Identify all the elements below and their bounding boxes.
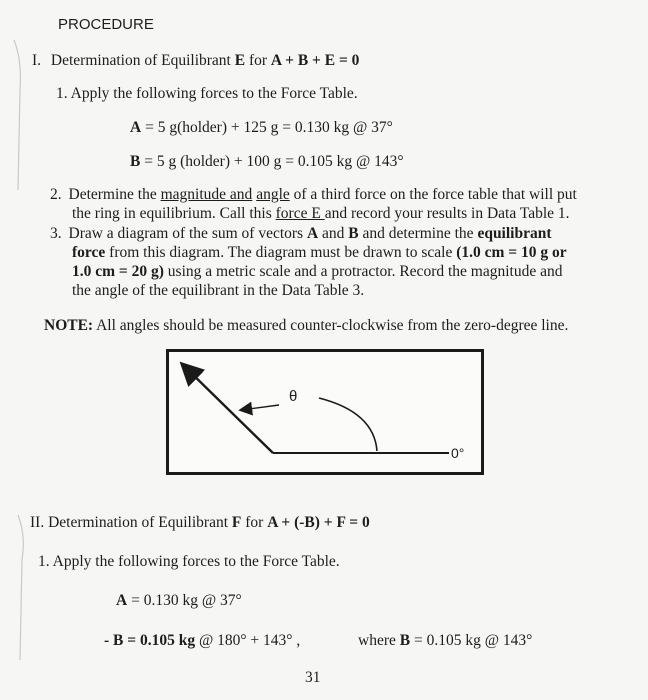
section-2-negative-b: - B = 0.105 kg @ 180° + 143° ,: [104, 632, 301, 649]
section-1-title: I. Determination of Equilibrant E for A + B + E = 0: [32, 52, 360, 69]
section-1-step-2-line-2: the ring in equilibrium. Call this force E and record your results in Data Table 1.: [72, 205, 570, 222]
section-2-force-a: A = 0.130 kg @ 37°: [116, 592, 242, 609]
theta-label: θ: [289, 388, 298, 405]
arc-arrow-line: [241, 405, 279, 410]
section-1-step-3-line-1: 3. Draw a diagram of the sum of vectors A and B and determine the equilibrant: [50, 225, 552, 242]
angle-diagram-drawing: [169, 352, 481, 472]
section-2-numeral: II.: [30, 514, 45, 531]
page-number: 31: [305, 669, 321, 686]
section-1-step-2-line-1: 2. Determine the magnitude and angle of a third force on the force table that will put: [50, 186, 577, 203]
section-2-step-1: 1. Apply the following forces to the Force Table.: [38, 553, 340, 570]
zero-degree-label: 0°: [451, 445, 465, 461]
vector-line: [183, 365, 273, 453]
section-1-step-3-line-2: force from this diagram. The diagram must be drawn to scale (1.0 cm = 10 g or: [72, 244, 567, 261]
procedure-heading: PROCEDURE: [58, 16, 154, 33]
force-b-equation: B = 5 g (holder) + 100 g = 0.105 kg @ 143°: [130, 153, 404, 170]
section-1-step-1: 1. Apply the following forces to the Force Table.: [56, 85, 358, 102]
section-1-step-3-line-4: the angle of the equilibrant in the Data Table 3.: [72, 282, 365, 299]
section-2-where-b: where B = 0.105 kg @ 143°: [358, 632, 533, 649]
section-1-step-3-line-3: 1.0 cm = 20 g) using a metric scale and a protractor. Record the magnitude and: [72, 263, 563, 280]
angle-diagram: [166, 349, 484, 475]
note: NOTE: All angles should be measured counter-clockwise from the zero-degree line.: [44, 317, 569, 334]
section-2-title: II. Determination of Equilibrant F for A + (-B) + F = 0: [30, 514, 370, 531]
angle-arc: [319, 398, 377, 451]
force-a-equation: A = 5 g(holder) + 125 g = 0.130 kg @ 37°: [130, 119, 393, 136]
section-1-numeral: I.: [32, 52, 42, 69]
